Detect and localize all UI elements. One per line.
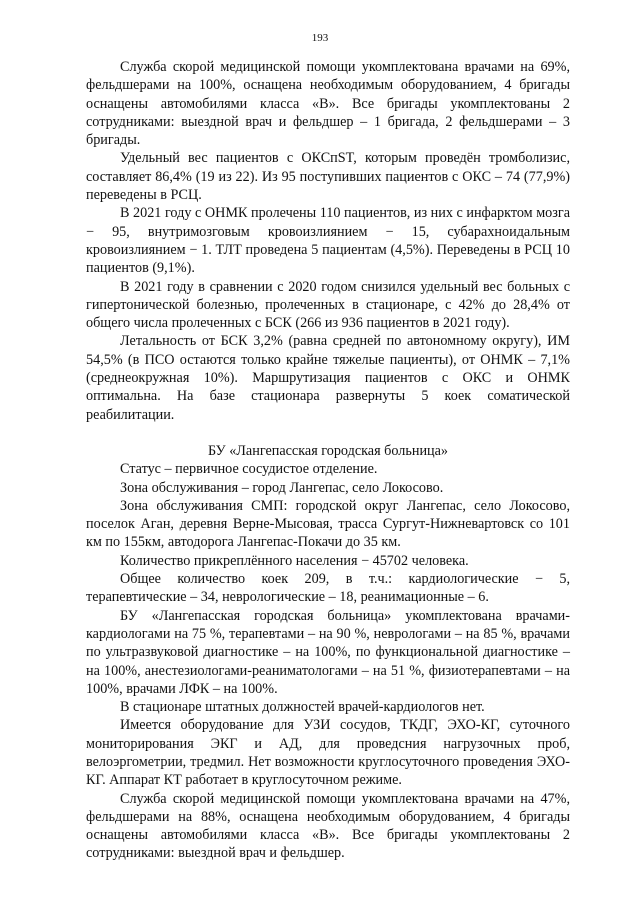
paragraph-ambulance-service-1: Служба скорой медицинской помощи укомплектована врачами на 69%, фельдшерами на 100%, оснащена необходимым оборудованием, 4 бригады оснащены автомобилями класса «В». Все бригады укомплектованы 2 сотрудниками: выездной врач и фельдшер – 1 бригада, 2 фельдшерами – 3 бригады. xyxy=(86,59,570,149)
paragraph-emergency-zone: Зона обслуживания СМП: городской округ Лангепас, село Локосово, поселок Аган, деревня Верне-Мысовая, трасса Сургут-Нижневартовск со 101 км по 155км, автодорога Лангепас-Покачи до 35 км. xyxy=(86,497,570,551)
paragraph-population: Количество прикреплённого населения − 45702 человека. xyxy=(120,552,469,569)
paragraph-ambulance-service-2: Служба скорой медицинской помощи укомплектована врачами на 47%, фельдшерами на 88%, оснащена необходимым оборудованием, 4 бригады оснащены автомобилями класса «В». Все бригады укомплектованы 2 сотрудниками: выездной врач и фельдшер. xyxy=(86,790,570,862)
paragraph-no-cardiologists: В стационаре штатных должностей врачей-кардиологов нет. xyxy=(120,699,485,716)
paragraph-service-zone: Зона обслуживания – город Лангепас, село Локосово. xyxy=(120,479,444,496)
paragraph-status: Статус – первичное сосудистое отделение. xyxy=(120,461,378,478)
page-number: 193 xyxy=(311,32,329,44)
paragraph-bed-count: Общее количество коек 209, в т.ч.: кардиологические − 5, терапевтические – 34, неврологические – 18, реанимационные – 6. xyxy=(86,571,570,606)
paragraph-mortality: Летальность от БСК 3,2% (равна средней по автономному округу), ИМ 54,5% (в ПСО остаются только крайне тяжелые пациенты), от ОНМК – 7,1% (среднеокружная 10%). Маршрутизация пациентов с ОКС и ОНМК оптимальна. На базе стационара развернуты 5 коек соматической реабилитации. xyxy=(86,333,570,423)
paragraph-equipment: Имеется оборудование для УЗИ сосудов, ТКДГ, ЭХО-КГ, суточного мониторирования ЭКГ и АД, для проведсния нагрузочных проб, велоэргометрии, тредмил. Нет возможности круглосуточного проведения ЭХО-КГ. Аппарат КТ работает в круглосуточном режиме. xyxy=(86,717,570,789)
paragraph-stroke-treatment: В 2021 году с ОНМК пролечены 110 пациентов, из них с инфарктом мозга − 95, внутримозговым кровоизлиянием − 15, субарахноидальным кровоизлиянием − 1. ТЛТ проведена 5 пациентам (4,5%). Переведены в РСЦ 10 пациентов (9,1%). xyxy=(86,205,570,277)
paragraph-thrombolysis: Удельный вес пациентов с ОКСпST, которым проведён тромболизис, составляет 86,4% (19 из 22). Из 95 поступивших пациентов с ОКС – 74 (77,9%) переведены в РСЦ. xyxy=(86,150,570,204)
document-body xyxy=(86,58,570,863)
paragraph-hypertension: В 2021 году в сравнении с 2020 годом снизился удельный вес больных с гипертонической болезнью, пролеченных в стационаре, с 42% до 28,4% от общего числа пролеченных с БСК (266 из 936 пациентов в 2021 году). xyxy=(86,278,570,332)
paragraph-staffing: БУ «Лангепасская городская больница» укомплектована врачами-кардиологами на 75 %, терапевтами – на 90 %, неврологами – на 85 %, врачами по ультразвуковой диагностике – на 100%, по функциональной диагностике – на 100%, анестезиологами-реаниматологами – на 51 %, физиотерапевтами – на 100%, врачами ЛФК – на 100%. xyxy=(86,607,570,697)
section-heading: БУ «Лангепасская городская больница» xyxy=(207,442,449,459)
